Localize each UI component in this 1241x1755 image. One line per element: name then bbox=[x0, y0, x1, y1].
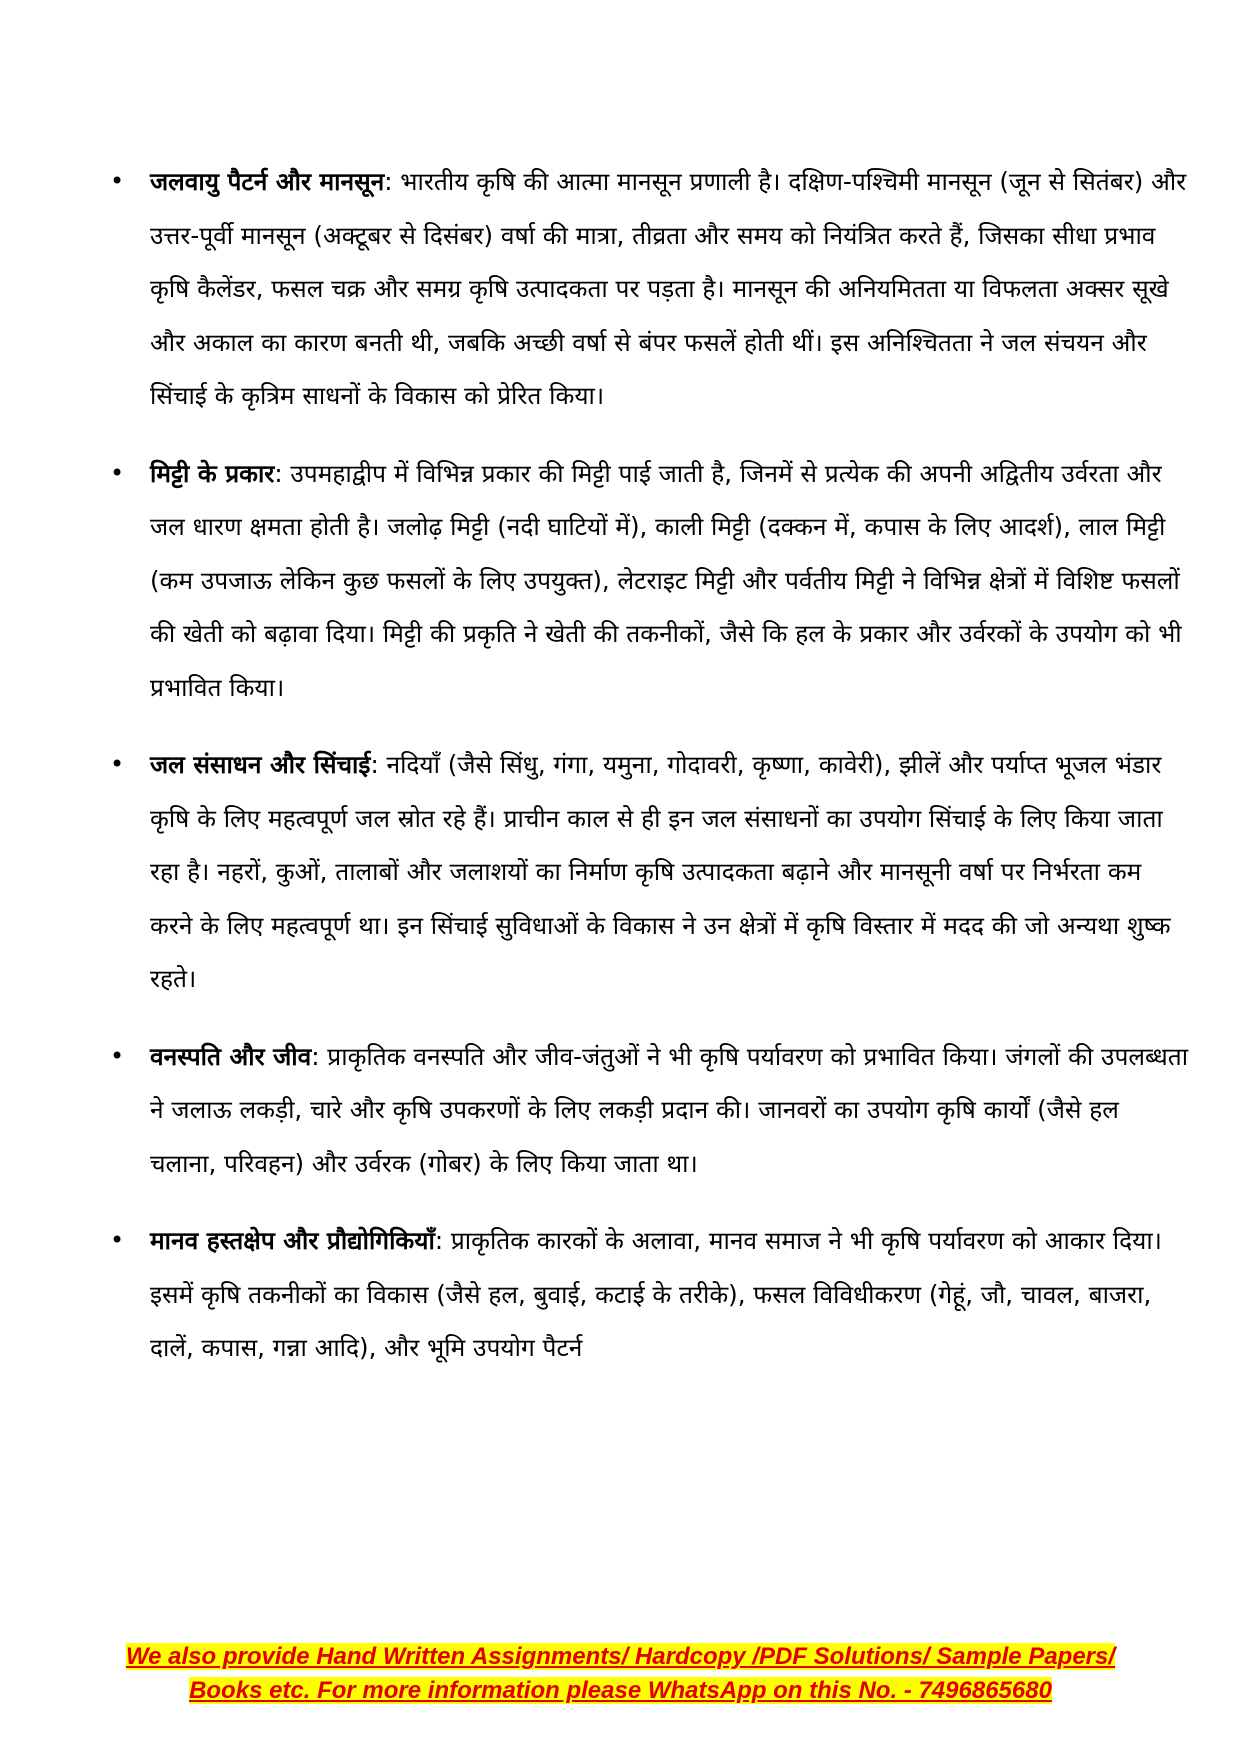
footer-promo bbox=[60, 1640, 1181, 1708]
bullet-item-climate bbox=[110, 155, 1190, 423]
bullet-dot-icon: • bbox=[110, 1041, 125, 1070]
bullet-text: : भारतीय कृषि की आत्मा मानसून प्रणाली है। दक्षिण-पश्चिमी मानसून (जून से सितंबर) और उत्तर-पूर्वी मानसून (अक्टूबर से दिसंबर) वर्षा की मात्रा, तीव्रता और समय को नियंत्रित करते हैं, जिसका सीधा प्रभाव कृषि कैलेंडर, फसल चक्र और समग्र कृषि उत्पादकता पर पड़ता है। मानसून की अनियमितता या विफलता अक्सर सूखे और अकाल का कारण बनती थी, जबकि अच्छी वर्षा से बंपर फसलें होती थीं। इस अनिश्चितता ने जल संचयन और सिंचाई के कृत्रिम साधनों के विकास को प्रेरित किया। bbox=[150, 167, 1187, 410]
bullet-text: : उपमहाद्वीप में विभिन्न प्रकार की मिट्टी पाई जाती है, जिनमें से प्रत्येक की अपनी अद्वितीय उर्वरता और जल धारण क्षमता होती है। जलोढ़ मिट्टी (नदी घाटियों में), काली मिट्टी (दक्कन में, कपास के लिए आदर्श), लाल मिट्टी (कम उपजाऊ लेकिन कुछ फसलों के लिए उपयुक्त), लेटराइट मिट्टी और पर्वतीय मिट्टी ने विभिन्न क्षेत्रों में विशिष्ट फसलों की खेती को बढ़ावा दिया। मिट्टी की प्रकृति ने खेती की तकनीकों, जैसे कि हल के प्रकार और उर्वरकों के उपयोग को भी प्रभावित किया। bbox=[150, 458, 1182, 702]
bullet-dot-icon: • bbox=[110, 167, 125, 195]
bullet-item-human-tech bbox=[110, 1214, 1190, 1375]
bullet-item-flora-fauna bbox=[110, 1030, 1190, 1191]
footer-line-1-text: We also provide Hand Written Assignments/ Hardcopy /PDF Solutions/ Sample Papers/ bbox=[125, 1643, 1116, 1670]
bullet-dot-icon: • bbox=[110, 750, 125, 778]
footer-line-2-text: Books etc. For more information please WhatsApp on this No. - 7496865680 bbox=[189, 1677, 1052, 1704]
bullet-term: वनस्पति और जीव bbox=[150, 1041, 312, 1071]
bullet-text: : नदियाँ (जैसे सिंधु, गंगा, यमुना, गोदावरी, कृष्णा, कावेरी), झीलें और पर्याप्त भूजल भंडार कृषि के लिए महत्वपूर्ण जल स्रोत रहे हैं। प्राचीन काल से ही इन जल संसाधनों का उपयोग सिंचाई के लिए किया जाता रहा है। नहरों, कुओं, तालाबों और जलाशयों का निर्माण कृषि उत्पादकता बढ़ाने और मानसूनी वर्षा पर निर्भरता कम करने के लिए महत्वपूर्ण था। इन सिंचाई सुविधाओं के विकास ने उन क्षेत्रों में कृषि विस्तार में मदद की जो अन्यथा शुष्क रहते। bbox=[150, 750, 1171, 993]
bullet-dot-icon: • bbox=[110, 458, 125, 487]
footer-line-2 bbox=[60, 1674, 1181, 1708]
bullet-term: जलवायु पैटर्न और मानसून bbox=[150, 167, 385, 196]
bullet-item-water bbox=[110, 738, 1190, 1006]
bullet-dot-icon: • bbox=[110, 1226, 125, 1254]
bullet-text: : प्राकृतिक वनस्पति और जीव-जंतुओं ने भी कृषि पर्यावरण को प्रभावित किया। जंगलों की उपलब्धता ने जलाऊ लकड़ी, चारे और कृषि उपकरणों के लिए लकड़ी प्रदान की। जानवरों का उपयोग कृषि कार्यों (जैसे हल चलाना, परिवहन) और उर्वरक (गोबर) के लिए किया जाता था। bbox=[150, 1041, 1189, 1178]
footer-line-1 bbox=[60, 1640, 1181, 1674]
bullet-list bbox=[110, 155, 1190, 1399]
bullet-term: जल संसाधन और सिंचाई bbox=[150, 750, 371, 779]
bullet-text: : प्राकृतिक कारकों के अलावा, मानव समाज ने भी कृषि पर्यावरण को आकार दिया। इसमें कृषि तकनीकों का विकास (जैसे हल, बुवाई, कटाई के तरीके), फसल विविधीकरण (गेहूं, जौ, चावल, बाजरा, दालें, कपास, गन्ना आदि), और भूमि उपयोग पैटर्न bbox=[150, 1226, 1162, 1362]
bullet-term: मिट्टी के प्रकार bbox=[150, 458, 275, 488]
bullet-item-soil bbox=[110, 447, 1190, 715]
bullet-term: मानव हस्तक्षेप और प्रौद्योगिकियाँ bbox=[150, 1226, 435, 1255]
